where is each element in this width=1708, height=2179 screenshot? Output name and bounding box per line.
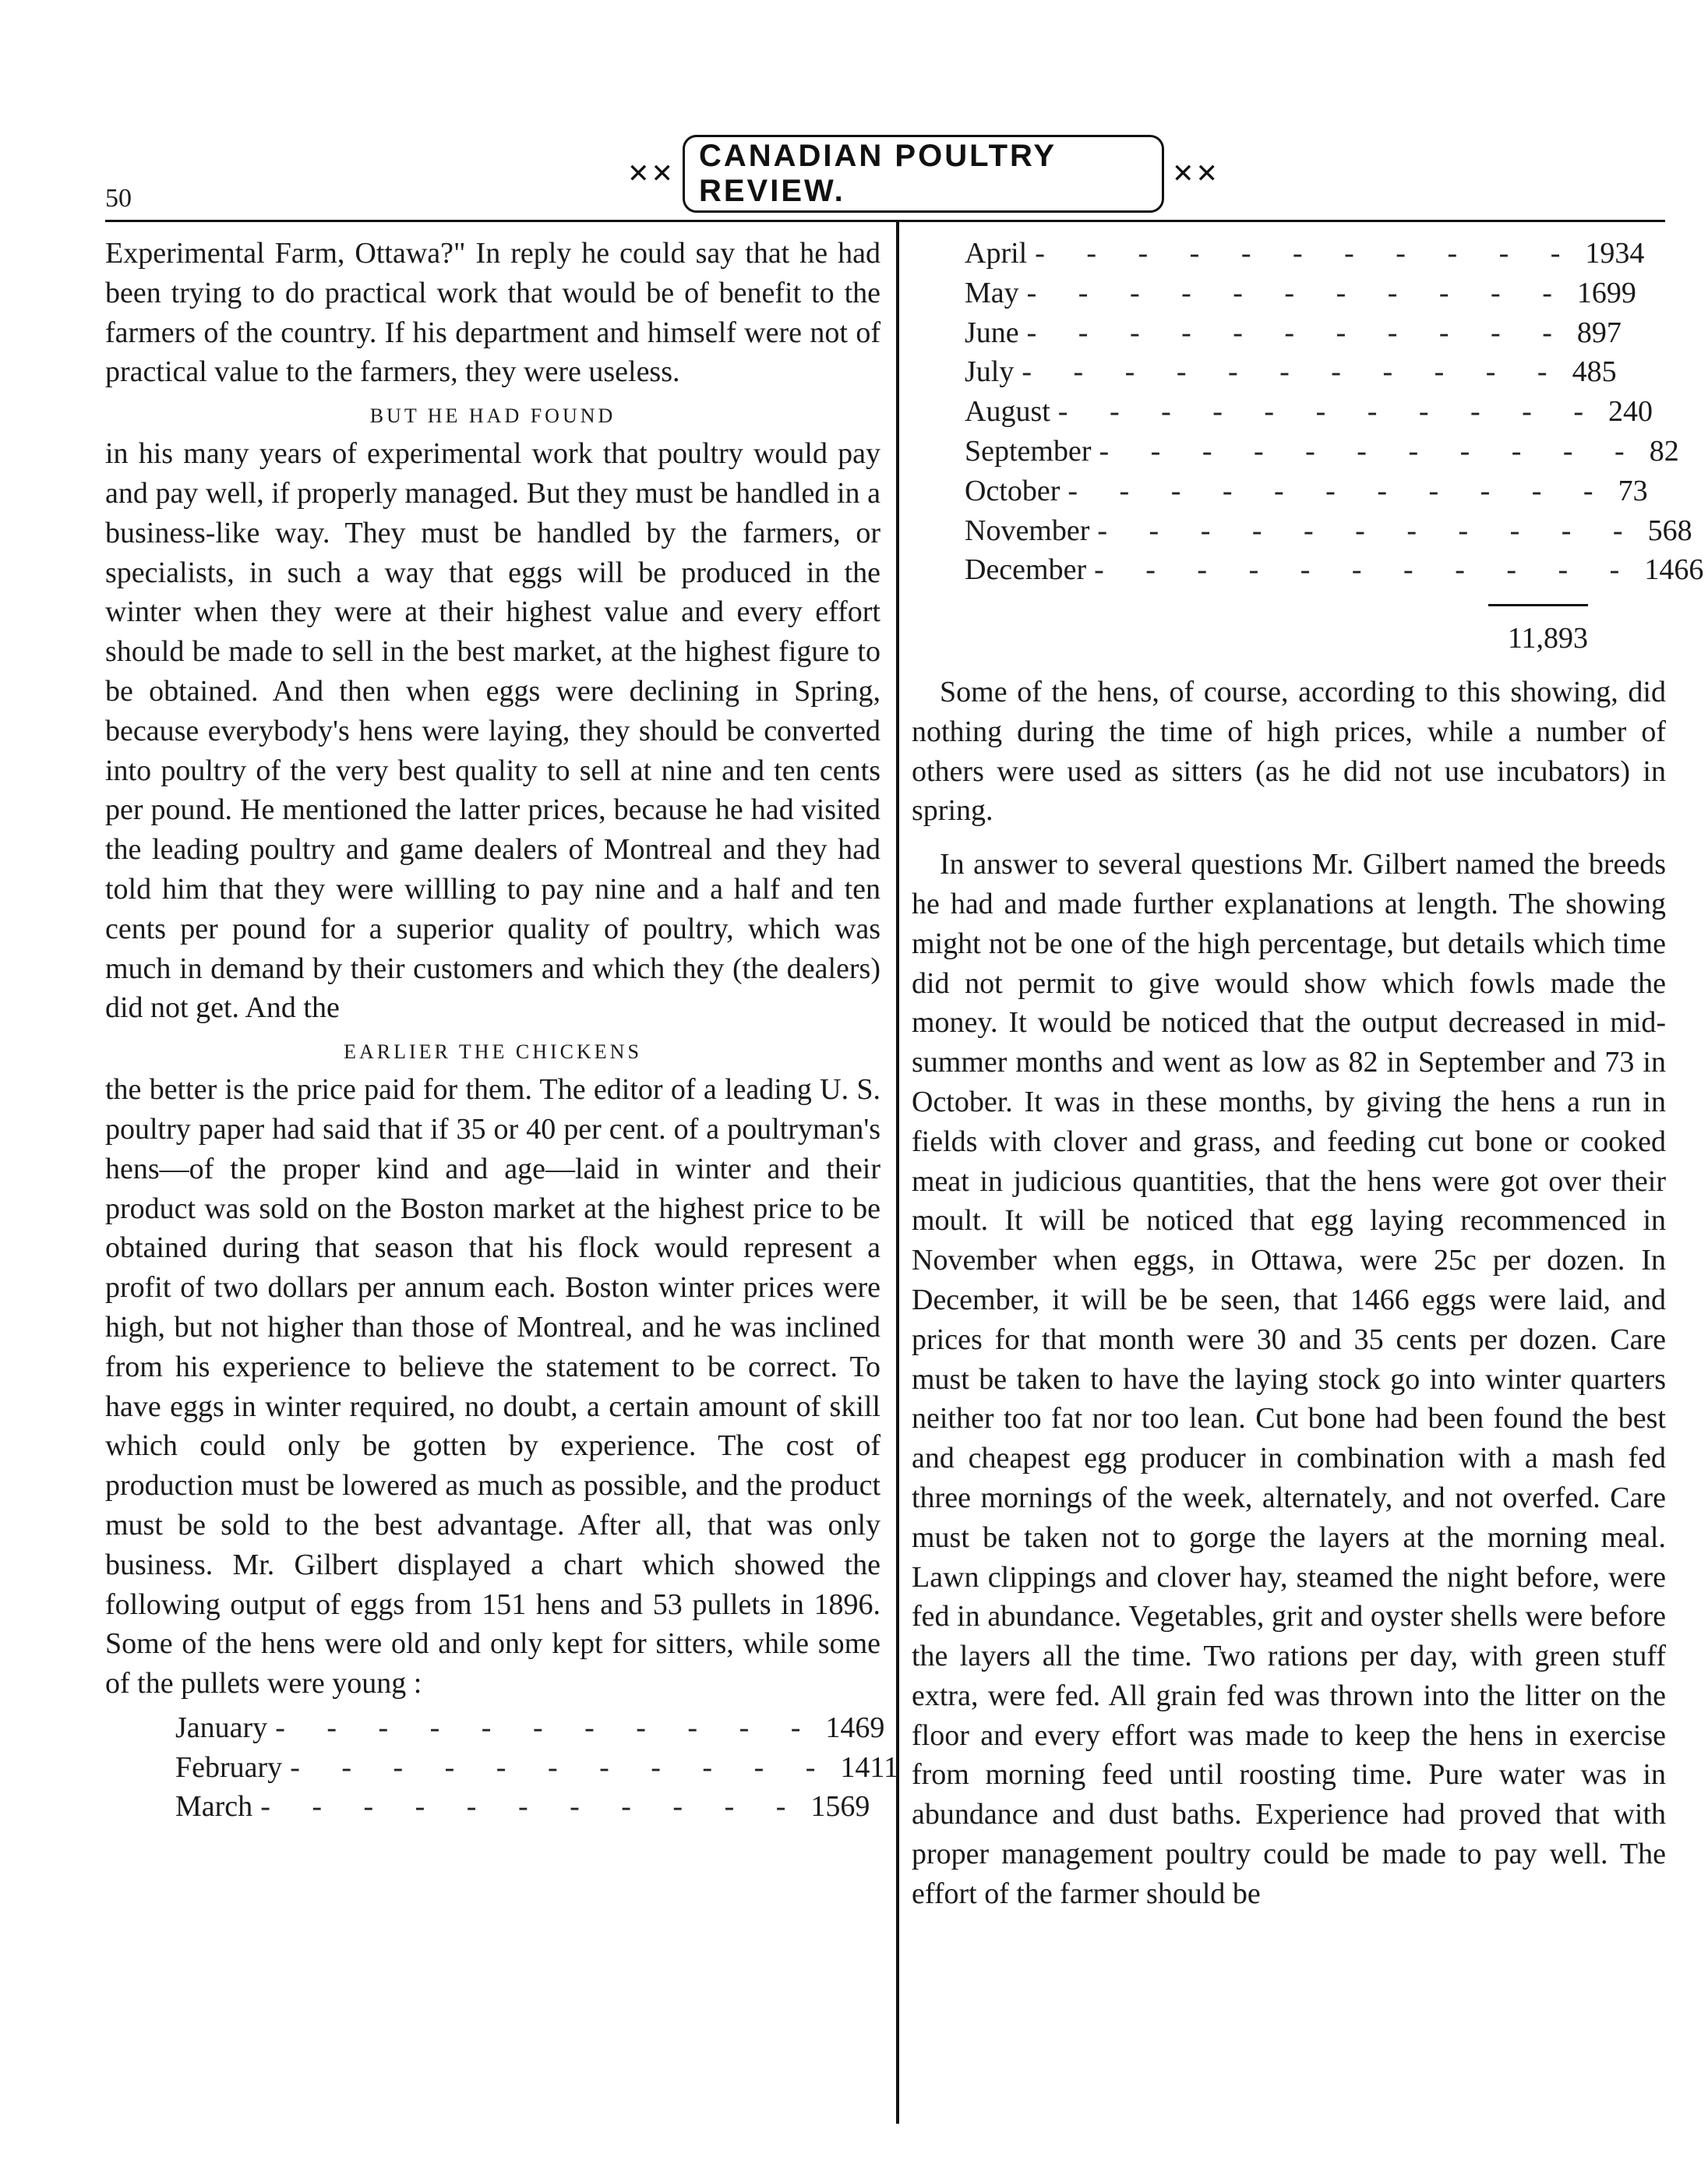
month-label: August (965, 395, 1050, 429)
month-label: September (965, 434, 1092, 468)
egg-count: 73 (1618, 474, 1648, 507)
month-label: November (965, 514, 1090, 547)
table-row: February - - - - - - - - - - - 1411 (175, 1748, 838, 1788)
table-row: March - - - - - - - - - - - 1569 (175, 1787, 838, 1827)
table-row: November - - - - - - - - - - - 568 (965, 511, 1588, 551)
table-row: September - - - - - - - - - - - 82 (965, 432, 1588, 471)
left-paragraph-3: the better is the price paid for them. The editor of a leading U. S. poultry paper had said that if 35 or 40 per cent. of a poultryman's hens—of the proper kind and age—laid in winter and their product was sold on the Boston market at the highest price to be obtained during that season that his flock would represent a profit of two dollars per annum each. Boston winter prices were high, but not higher than those of Montreal, and he was inclined from his experience to believe the statement to be correct. To have eggs in winter required, no doubt, a certain amount of skill which could only be gotten by experience. The cost of production must be lowered as much as possible, and the product must be sold to the best advantage. After all, that was only business. Mr. Gilbert displayed a chart which showed the following output of eggs from 151 hens and 53 pullets in 1896. Some of the hens were old and only kept for sitters, while some of the pullets were young : (105, 1073, 880, 1700)
month-label: March (175, 1790, 253, 1824)
egg-count: 240 (1608, 395, 1653, 429)
egg-count: 568 (1647, 514, 1692, 547)
right-paragraph-1: Some of the hens, of course, according to this showing, did nothing during the time of high prices, while a number of others were used as sitters (as he did not use incubators) in spring. (912, 675, 1666, 828)
table-row: October - - - - - - - - - - - 73 (965, 471, 1588, 511)
column-rule (896, 222, 899, 2124)
month-label: April (965, 237, 1028, 270)
table-row: July - - - - - - - - - - - 485 (965, 352, 1588, 392)
left-ornament-icon: ✕✕ (627, 160, 675, 189)
egg-count: 1411 (840, 1750, 898, 1784)
table-row: May - - - - - - - - - - - 1699 (965, 274, 1588, 313)
month-label: October (965, 474, 1060, 507)
month-label: May (965, 276, 1019, 309)
table-row: August - - - - - - - - - - - 240 (965, 392, 1588, 432)
left-paragraph-1: Experimental Farm, Ottawa?" In reply he could say that he had been trying to do practical work that would be of benefit to the farmers of the country. If his department and himself were not of practical value to the farmers, they were useless. (105, 237, 880, 389)
egg-total: 11,893 (1507, 622, 1588, 655)
table-row: December - - - - - - - - - - - 1466 (965, 550, 1588, 590)
month-label: July (965, 355, 1015, 389)
month-label: January (175, 1711, 268, 1744)
masthead (627, 139, 1219, 208)
right-ornament-icon: ✕✕ (1172, 160, 1219, 189)
egg-count: 485 (1572, 355, 1617, 389)
table-row: June - - - - - - - - - - - 897 (965, 313, 1588, 353)
table-row: April - - - - - - - - - - - 1934 (965, 234, 1588, 274)
egg-count: 897 (1576, 316, 1622, 349)
egg-table-left (175, 1708, 898, 1827)
page-number: 50 (105, 184, 132, 213)
egg-count: 1469 (825, 1711, 885, 1744)
table-row: January - - - - - - - - - - - 1469 (175, 1708, 838, 1748)
header-rule (105, 220, 1665, 222)
egg-table-right (965, 234, 1704, 659)
sum-rule (1488, 604, 1588, 606)
egg-count: 1934 (1585, 237, 1645, 270)
month-label: December (965, 553, 1087, 587)
masthead-title: CANADIAN POULTRY REVIEW. (683, 135, 1164, 213)
left-paragraph-2: in his many years of experimental work that poultry would pay and pay well, if properly managed. But they must be handled in a business-like way. They must be handled by the farmers, or specialists, in such a way that eggs will be produced in the winter when they were at their highest value and every effort should be made to sell in the best market, at the highest figure to be obtained. And then when eggs were declining in Spring, because everybody's hens were laying, they should be converted into poultry of the very best quality to sell at nine and ten cents per pound. He mentioned the latter prices, because he had visited the leading poultry and game dealers of Montreal and they had told him that they were willling to pay nine and a half and ten cents per pound for a superior quality of poultry, which was much in demand by their customers and which they (the dealers) did not get. And the (105, 437, 880, 1025)
month-label: June (965, 316, 1019, 349)
month-label: February (175, 1750, 283, 1784)
left-column (105, 234, 898, 1827)
egg-count: 1699 (1576, 276, 1636, 309)
right-paragraph-2: In answer to several questions Mr. Gilbert named the breeds he had and made further explanations at length. The showing might not be one of the high percentage, but details which time did not permit to give would show which fowls made the money. It would be noticed that the output decreased in mid-summer months and went as low as 82 in September and 73 in October. It was in these months, by giving the hens a run in fields with clover and grass, and feeding cut bone or cooked meat in judicious quantities, that the hens were got over their moult. It will be noticed that egg laying recommenced in November when eggs, in Ottawa, were 25c per dozen. In December, it will be be seen, that 1466 eggs were laid, and prices for that month were 30 and 35 cents per dozen. Care must be taken to have the laying stock go into winter quarters neither too fat nor too lean. Cut bone had been found the best and cheapest egg producer in combination with a mash fed three mornings of the week, alternately, and not overfed. Care must be taken not to gorge the layers at the morning meal. Lawn clippings and clover hay, steamed the night before, were fed in abundance. Vegetables, grit and oyster shells were before the layers all the time. Two rations per day, with green stuff extra, were fed. All grain fed was thrown into the litter on the floor and every effort was made to keep the hens in exercise from morning feed until roosting time. Pure water was in abundance and dust baths. Experience had proved that with proper management poultry could be made to pay well. The effort of the farmer should be (912, 848, 1666, 1910)
subhead-earlier-the-chickens: EARLIER THE CHICKENS (344, 1040, 642, 1064)
egg-count: 1569 (810, 1790, 870, 1824)
subhead-but-he-had-found: BUT HE HAD FOUND (369, 404, 616, 428)
egg-count: 82 (1649, 434, 1679, 468)
egg-count: 1466 (1644, 553, 1704, 587)
right-column (912, 234, 1704, 1914)
